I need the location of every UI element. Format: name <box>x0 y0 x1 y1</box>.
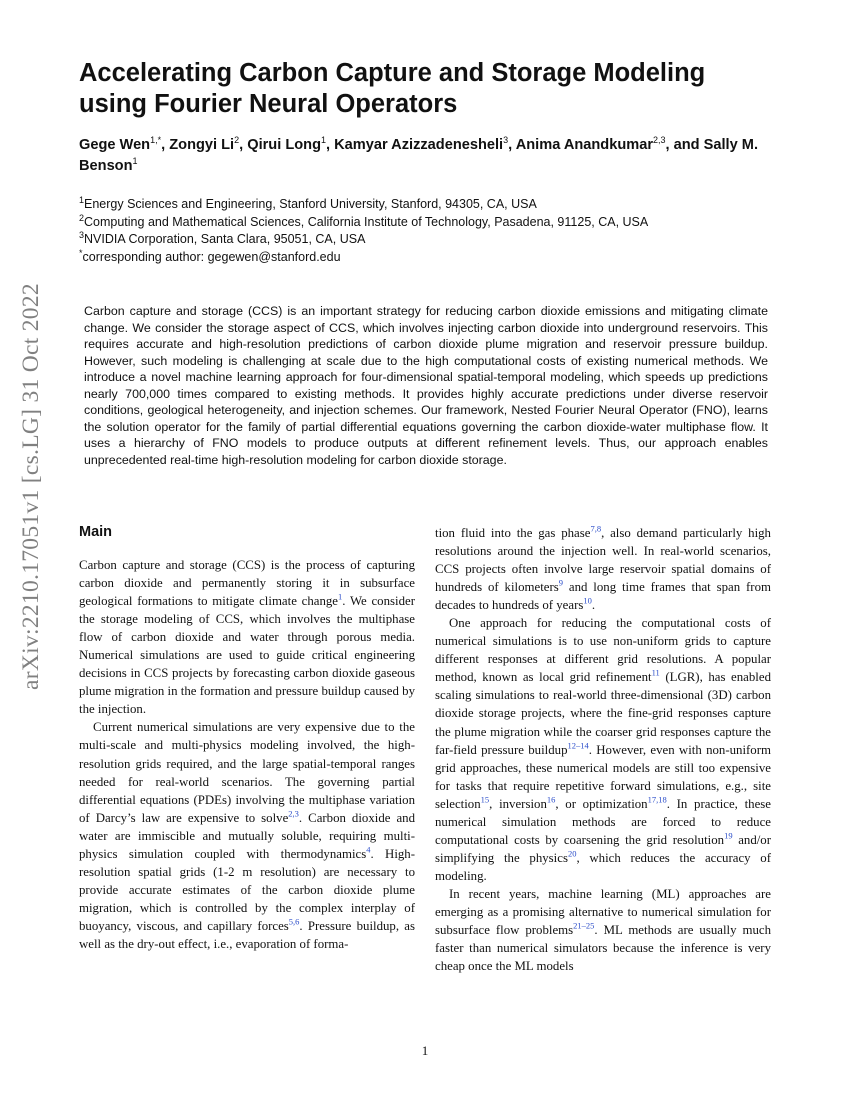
body-paragraph: tion fluid into the gas phase$^{7,8}$, also demand particularly high resolutions around the injection well. In real-world scenarios, CCS projects often involve large reservoir spatial domains of hundreds of kilometers$^9$ and long time frames that span from decades to hundreds of years$^{10}$. <box>435 523 771 613</box>
paper-title: Accelerating Carbon Capture and Storage Modeling using Fourier Neural Operators <box>79 59 706 118</box>
section-heading-main: Main <box>79 524 113 540</box>
affiliation-text: NVIDIA Corporation, Santa Clara, 95051, CA, USA <box>84 232 366 246</box>
citation-link[interactable]: 11 <box>651 668 660 679</box>
citation-link[interactable]: 12–14 <box>567 740 589 751</box>
affiliation-text: Energy Sciences and Engineering, Stanford University, Stanford, 94305, CA, USA <box>84 197 537 211</box>
author-affiliation-marker: 2 <box>234 135 240 146</box>
affiliation-marker: 1 <box>79 194 85 205</box>
citation-link[interactable]: 9 <box>558 577 563 588</box>
author-affiliation-marker: 1 <box>132 156 138 167</box>
citation-link[interactable]: 10 <box>583 595 592 606</box>
author-name: Anima Anandkumar <box>515 137 654 153</box>
citation-link[interactable]: 2,3 <box>288 808 299 819</box>
citation-link[interactable]: 20 <box>567 848 577 859</box>
citation-link[interactable]: 7,8 <box>590 523 602 534</box>
affiliation-line <box>79 214 779 232</box>
citation-link[interactable]: 5,6 <box>288 916 300 927</box>
author-name: Kamyar Azizzadenesheli <box>334 137 504 153</box>
abstract: Carbon capture and storage (CCS) is an important strategy for reducing carbon dioxide emissions and mitigating climate change. We consider the storage aspect of CCS, which involves injecting carbon dioxide into underground reservoirs. This requires accurate and high-resolution predictions of carbon dioxide plume migration and reservoir pressure buildup. However, such modeling is challenging at scale due to the high computational costs of existing numerical methods. We introduce a novel machine learning approach for four-dimensional spatial-temporal modeling, which speeds up predictions nearly 700,000 times compared to existing methods. It provides highly accurate predictions under diverse reservoir conditions, geological heterogeneity, and injection schemes. Our framework, Nested Fourier Neural Operator (FNO), learns the solution operator for the family of partial differential equations governing the carbon dioxide-water multiphase flow. It uses a hierarchy of FNO models to produce outputs at different refinement levels. Thus, our approach enables unprecedented real-time high-resolution modeling for carbon dioxide storage. <box>84 304 768 467</box>
author-affiliation-marker: 2,3 <box>653 135 666 146</box>
author-name: Qirui Long <box>247 137 321 153</box>
author-name: Sally M. Benson <box>79 137 758 174</box>
citation-link[interactable]: 21–25 <box>573 920 595 931</box>
affiliation-line <box>79 231 779 249</box>
affiliation-marker: * <box>79 247 83 258</box>
page-number: 1 <box>421 1043 429 1058</box>
citation-link[interactable]: 15 <box>480 794 490 805</box>
author-name: Zongyi Li <box>169 137 235 153</box>
author-affiliation-marker: 3 <box>503 135 509 146</box>
body-paragraph: Current numerical simulations are very expensive due to the multi-scale and multi-physics modeling involved, the high-resolution grids required, and the large spatial-temporal ranges needed for real-world scenarios. The governing partial differential equations (PDEs) involving the multiphase variation of Darcy’s law are expensive to solve$^{2,3}$. Carbon dioxide and water are immiscible and mutually soluble, requiring multi-physics simulation coupled with thermodynamics$^4$. High-resolution spatial grids (1-2 m resolution) are necessary to provide accurate estimates of the carbon dioxide plume migration, which is controlled by the complex interplay of buoyancy, viscous, and capillary forces$^{5,6}$. Pressure buildup, as well as the dry-out effect, i.e., evaporation of forma- <box>79 720 416 951</box>
body-paragraph: One approach for reducing the computational costs of numerical simulations is to use non-uniform grids to capture different responses at different grid resolutions. A popular method, known as local grid refinement$^{11}$ (LGR), has enabled scaling simulations to real-world three-dimensional (3D) carbon dioxide storage projects, where the fine-grid responses capture the plume migration while the coarser grid responses capture the far-field pressure buildup$^{12-14}$. However, even with non-uniform grid approaches, these numerical models are still too expensive for tasks that require repetitive forward simulations, e.g., site selection$^{15}$, inversion$^{16}$, or optimization$^{17,18}$. In practice, these numerical simulation methods are forced to reduce computational costs by coarsening the grid resolution$^{19}$ and/or simplifying the physics$^{20}$, which reduces the accuracy of modeling. <box>435 616 772 883</box>
affiliation-list <box>79 196 779 266</box>
affiliation-line <box>79 249 779 267</box>
affiliation-marker: 3 <box>79 229 85 240</box>
body-paragraph: Carbon capture and storage (CCS) is the process of capturing carbon dioxide and permanently storing it in subsurface geological formations to mitigate climate change$^1$. We consider the storage modeling of CCS, which involves the multiphase flow of carbon dioxide and water through porous media. Numerical simulations are used to guide critical engineering decisions in CCS projects by forecasting carbon dioxide gaseous plume migration in the formation and pressure buildup caused by the injection. <box>79 558 415 717</box>
affiliation-marker: 2 <box>79 212 85 223</box>
affiliation-line <box>79 196 779 214</box>
affiliation-text: corresponding author: gegewen@stanford.edu <box>82 249 341 264</box>
author-affiliation-marker: 1,* <box>150 135 162 146</box>
affiliation-text: Computing and Mathematical Sciences, California Institute of Technology, Pasadena, 91125, CA, USA <box>84 214 649 229</box>
citation-link[interactable]: 1 <box>338 591 343 602</box>
citation-link[interactable]: 17,18 <box>647 794 667 805</box>
arxiv-identifier: arXiv:2210.17051v1 [cs.LG] 31 Oct 2022 <box>18 283 44 690</box>
citation-link[interactable]: 16 <box>546 794 556 805</box>
citation-link[interactable]: 19 <box>724 830 733 841</box>
author-name: Gege Wen <box>79 137 151 153</box>
citation-link[interactable]: 4 <box>366 844 371 855</box>
body-column-right <box>435 524 771 975</box>
body-paragraph: In recent years, machine learning (ML) approaches are emerging as a promising alternative to numerical simulation for subsurface flow problems$^{21-25}$. ML methods are usually much faster than numerical simulators because the inference is very cheap once the ML models <box>435 886 771 974</box>
author-list: Gege Wen$^{1,*}$, Zongyi Li$^2$, Qirui Long$^1$, Kamyar Azizzadenesheli$^3$, Anima Anandkumar$^{2,3}$, and Sally M. Benson$^1$ <box>79 135 758 174</box>
body-column-left <box>79 556 415 953</box>
author-affiliation-marker: 1 <box>321 135 327 146</box>
